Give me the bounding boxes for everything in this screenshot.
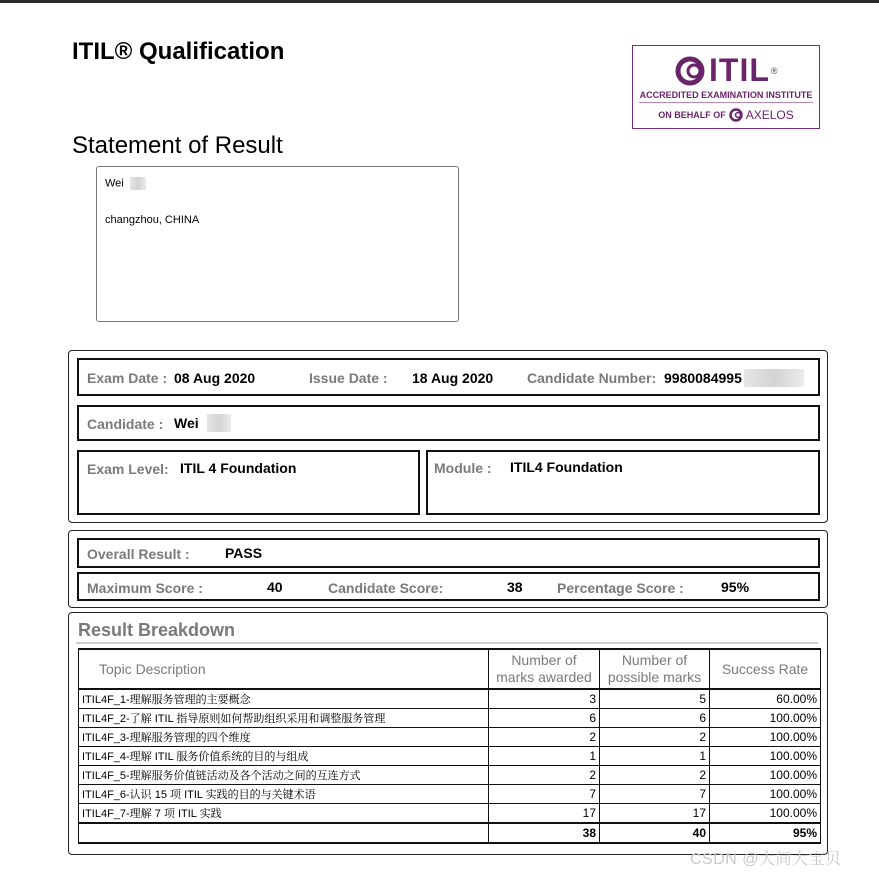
- table-row: [79, 747, 821, 766]
- logo-on-behalf: [633, 108, 819, 122]
- table-header-row: [79, 649, 821, 689]
- candidate-value: Wei: [174, 415, 199, 431]
- possible-cell: 2: [600, 728, 710, 747]
- scores-row: [77, 572, 820, 601]
- exam-level-box: [77, 450, 420, 515]
- total-rate-cell: 95%: [710, 823, 821, 843]
- exam-level-value: ITIL 4 Foundation: [180, 460, 297, 476]
- breakdown-title-rule: [76, 642, 818, 644]
- possible-cell: 2: [600, 766, 710, 785]
- exam-date-value: 08 Aug 2020: [174, 370, 256, 386]
- possible-cell: 17: [600, 804, 710, 824]
- address-city: changzhou, CHINA: [105, 214, 200, 226]
- rate-cell: 100.00%: [710, 785, 821, 804]
- col-rate-header: Success Rate: [710, 649, 821, 689]
- table-row: [79, 709, 821, 728]
- possible-cell: 7: [600, 785, 710, 804]
- logo-reg-mark: ®: [770, 65, 778, 76]
- maximum-score-value: 40: [267, 579, 283, 595]
- col-possible-line2: possible marks: [607, 669, 702, 685]
- result-breakdown-title: Result Breakdown: [78, 620, 236, 640]
- topic-cell: ITIL4F_2-了解 ITIL 指导原则如何帮助组织采用和调整服务管理: [79, 709, 489, 728]
- rate-cell: 100.00%: [710, 709, 821, 728]
- possible-cell: 5: [600, 689, 710, 709]
- candidate-row: [77, 405, 820, 441]
- rate-cell: 100.00%: [710, 747, 821, 766]
- awarded-cell: 17: [489, 804, 600, 824]
- maximum-score-label: Maximum Score :: [87, 580, 203, 596]
- rate-cell: 100.00%: [710, 728, 821, 747]
- address-name: Wei: [105, 177, 124, 190]
- exam-level-label: Exam Level:: [87, 461, 169, 477]
- awarded-cell: 2: [489, 766, 600, 785]
- dates-row: [77, 358, 820, 396]
- topic-cell: ITIL4F_1-理解服务管理的主要概念: [79, 689, 489, 709]
- module-label: Module :: [434, 460, 492, 476]
- redacted-candidate-number: [744, 369, 804, 387]
- logo-accredited-text: ACCREDITED EXAMINATION INSTITUTE: [639, 90, 813, 100]
- table-row: [79, 804, 821, 824]
- col-awarded-line2: marks awarded: [496, 669, 592, 685]
- csdn-watermark: CSDN @大间大宝贝: [690, 851, 842, 868]
- awarded-cell: 2: [489, 728, 600, 747]
- topic-cell: ITIL4F_5-理解服务价值链活动及各个活动之间的互连方式: [79, 766, 489, 785]
- table-row: [79, 766, 821, 785]
- exam-date-label: Exam Date :: [87, 370, 168, 386]
- candidate-number-label: Candidate Number:: [527, 370, 657, 386]
- module-box: [426, 450, 820, 515]
- logo-brand: ITIL: [709, 52, 770, 88]
- table-row: [79, 728, 821, 747]
- percentage-score-value: 95%: [721, 579, 750, 595]
- address-box: [96, 166, 459, 322]
- awarded-cell: 7: [489, 785, 600, 804]
- candidate-label: Candidate :: [87, 416, 164, 432]
- total-awarded-cell: 38: [489, 823, 600, 843]
- possible-cell: 6: [600, 709, 710, 728]
- total-row: [79, 823, 821, 843]
- axelos-mark-icon: [729, 108, 743, 122]
- col-possible-line1: Number of: [621, 652, 688, 668]
- total-possible-cell: 40: [600, 823, 710, 843]
- logo-on-behalf-prefix: ON BEHALF OF: [658, 110, 726, 120]
- topic-cell: ITIL4F_3-理解服务管理的四个维度: [79, 728, 489, 747]
- awarded-cell: 1: [489, 747, 600, 766]
- col-awarded-line1: Number of: [511, 652, 577, 668]
- overall-result-label: Overall Result :: [87, 546, 190, 562]
- candidate-score-value: 38: [507, 579, 523, 595]
- page-title: ITIL® Qualification: [72, 38, 285, 65]
- total-topic-cell: [79, 823, 489, 843]
- issue-date-value: 18 Aug 2020: [412, 370, 494, 386]
- redacted-candidate-surname: [207, 414, 231, 432]
- table-row: [79, 785, 821, 804]
- statement-heading: Statement of Result: [72, 132, 283, 159]
- logo-divider: [639, 102, 813, 103]
- awarded-cell: 3: [489, 689, 600, 709]
- axelos-swirl-icon: [675, 55, 705, 87]
- rate-cell: 100.00%: [710, 766, 821, 785]
- percentage-score-label: Percentage Score :: [557, 580, 684, 596]
- awarded-cell: 6: [489, 709, 600, 728]
- col-awarded-header: [489, 649, 600, 689]
- topic-cell: ITIL4F_4-理解 ITIL 服务价值系统的目的与组成: [79, 747, 489, 766]
- rate-cell: 60.00%: [710, 689, 821, 709]
- module-value: ITIL4 Foundation: [510, 459, 623, 475]
- col-possible-header: [600, 649, 710, 689]
- candidate-score-label: Candidate Score:: [328, 580, 444, 596]
- issue-date-label: Issue Date :: [309, 370, 388, 386]
- redacted-surname: [130, 177, 146, 190]
- topic-cell: ITIL4F_6-认识 15 项 ITIL 实践的目的与关键术语: [79, 785, 489, 804]
- possible-cell: 1: [600, 747, 710, 766]
- top-border: [0, 0, 879, 3]
- table-row: [79, 689, 821, 709]
- col-topic-header: Topic Description: [79, 649, 489, 689]
- rate-cell: 100.00%: [710, 804, 821, 824]
- result-breakdown-table: [78, 648, 821, 844]
- logo-axelos-text: AXELOS: [745, 108, 794, 122]
- overall-result-row: [77, 538, 820, 568]
- address-name-line: [105, 177, 146, 190]
- overall-result-value: PASS: [225, 545, 263, 561]
- topic-cell: ITIL4F_7-理解 7 项 ITIL 实践: [79, 804, 489, 824]
- candidate-number-value: 9980084995: [664, 370, 742, 386]
- itil-logo: [632, 45, 820, 129]
